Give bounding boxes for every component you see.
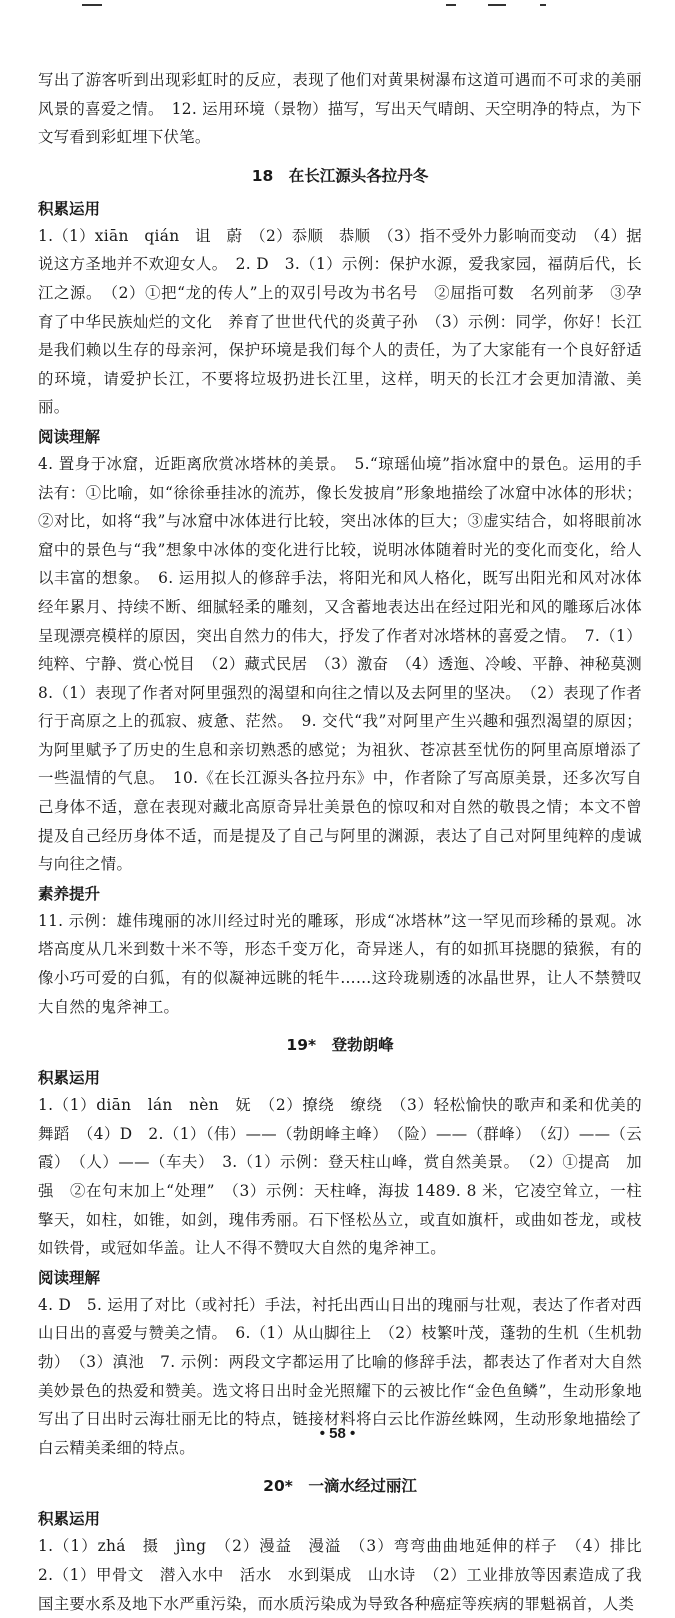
section-heading: 积累运用	[38, 199, 101, 218]
page-top-marks	[0, 0, 675, 20]
section-text: 1.（1）xiān qián 诅 蔚 （2）忝顺 恭顺 （3）指不受外力影响而变动 （4）据说这方圣地并不欢迎女人。 2. D 3.（1）示例：保护水源，爱我家园，福荫后代，长江之源。 （2）①把“龙的传人”上的双引号改为书名号 ②屈指可数 名列前茅 ③孕育了中华民族灿烂的文化 养育了世世代代的炎黄子孙 （3）示例：同学，你好！长江是我们赖以生存的母亲河，保护环境是我们每个人的责任，为了大家能有一个良好舒适的环境，请爱护长江，不要将垃圾扔进长江里，这样，明天的长江才会更加清澈、美丽。	[38, 226, 642, 417]
section-heading: 素养提升	[38, 884, 101, 903]
section-heading: 积累运用	[38, 1069, 101, 1088]
page-number: • 58 •	[319, 1425, 356, 1442]
section-text: 1.（1）diān lán nèn 妩 （2）撩绕 缭绕 （3）轻松愉快的歌声和柔和优美的舞蹈 （4）D 2.（1）（伟）——（勃朗峰主峰） （险）——（群峰） （幻）——（云霞） （人）——（车夫） 3.（1）示例：登天柱山峰，赏自然美景。 （2）①提高 加强 ②在句末加上“处理” （3）示例：天柱峰，海拔 1489. 8 米，它凌空耸立，一柱擎天，如柱，如锥，如剑，瑰伟秀丽。石下怪松丛立，或直如旗杆，或曲如苍龙，或枝如铁骨，或冠如华盖。让人不得不赞叹大自然的鬼斧神工。	[38, 1096, 642, 1258]
lesson-20	[38, 1468, 658, 1618]
section-heading: 积累运用	[38, 1510, 101, 1529]
lesson-19	[38, 1027, 642, 1462]
lesson-title: 20* 一滴水经过丽江	[263, 1477, 417, 1496]
section-text: 11. 示例：雄伟瑰丽的冰川经过时光的雕琢，形成“冰塔林”这一罕见而珍稀的景观。冰塔高度从几米到数十米不等，形态千变万化，奇异迷人，有的如抓耳挠腮的猿猴，有的像小巧可爱的白狐，有的似凝神远眺的牦牛……这玲珑剔透的冰晶世界，让人不禁赞叹大自然的鬼斧神工。	[38, 911, 642, 1016]
section-text: 1.（1）zhá 摄 jìng （2）漫益 漫溢 （3）弯弯曲曲地延伸的样子 （4）排比 2.（1）甲骨文 潜入水中 活水 水到渠成 山水诗 （2）工业排放等因素造成了我国主要水系及地下水严重污染，而水质污染成为导致各种癌症等疾病的罪魁祸首，人类	[38, 1537, 658, 1613]
answer-page	[38, 66, 658, 1618]
section-text: 4. 置身于冰窟，近距离欣赏冰塔林的美景。 5.“琼瑶仙境”指冰窟中的景色。运用的手法有：①比喻，如“徐徐垂挂冰的流苏，像长发披肩”形象地描绘了冰窟中冰体的形状；②对比，如将“我”与冰窟中冰体进行比较，突出冰体的巨大；③虚实结合，如将眼前冰窟中的景色与“我”想象中冰体的变化进行比较，说明冰体随着时光的变化而变化，给人以丰富的想象。 6. 运用拟人的修辞手法，将阳光和风人格化，既写出阳光和风对冰体经年累月、持续不断、细腻轻柔的雕刻，又含蓄地表达出在经过阳光和风的雕琢后冰体呈现漂亮模样的原因，突出自然力的伟大，抒发了作者对冰塔林的喜爱之情。 7.（1）纯粹、宁静、赏心悦目 （2）藏式民居 （3）激奋 （4）透迤、冷峻、平静、神秘莫测 8.（1）表现了作者对阿里强烈的渴望和向往之情以及去阿里的坚决。 （2）表现了作者行于高原之上的孤寂、疲惫、茫然。 9. 交代“我”对阿里产生兴趣和强烈渴望的原因；为阿里赋予了历史的生息和亲切熟悉的感觉；为祖狄、苍凉甚至忧伤的阿里高原增添了一些温情的气息。 10.《在长江源头各拉丹东》中，作者除了写高原美景，还多次写自己身体不适，意在表现对藏北高原奇异壮美景色的惊叹和对自然的敬畏之情；本文不曾提及自己经历身体不适，而是提及了自己与阿里的渊源，表达了自己对阿里纯粹的虔诚与向往之情。	[38, 454, 658, 874]
section-heading: 阅读理解	[38, 427, 101, 446]
section-heading: 阅读理解	[38, 1268, 101, 1287]
intro-paragraph: 写出了游客听到出现彩虹时的反应，表现了他们对黄果树瀑布这道可遇而不可求的美丽风景的喜爱之情。 12. 运用环境（景物）描写，写出天气晴朗、天空明净的特点，为下文写看到彩虹埋下伏笔。	[38, 71, 642, 147]
lesson-title: 18 在长江源头各拉丹冬	[251, 166, 429, 185]
lesson-18	[38, 158, 658, 1021]
lesson-title: 19* 登勃朗峰	[286, 1036, 394, 1055]
section-text: 4. D 5. 运用了对比（或衬托）手法，衬托出西山日出的瑰丽与壮观，表达了作者对西山日出的喜爱与赞美之情。 6.（1）从山脚往上 （2）枝繁叶茂，蓬勃的生机（生机勃勃） （3）滇池 7. 示例：两段文字都运用了比喻的修辞手法，都表达了作者对大自然美妙景色的热爱和赞美。选文将日出时金光照耀下的云被比作“金色鱼鳞”，生动形象地写出了日出时云海壮丽无比的特点，链接材料将白云比作游丝蛛网，生动形象地描绘了白云精美柔细的特点。	[38, 1295, 642, 1457]
